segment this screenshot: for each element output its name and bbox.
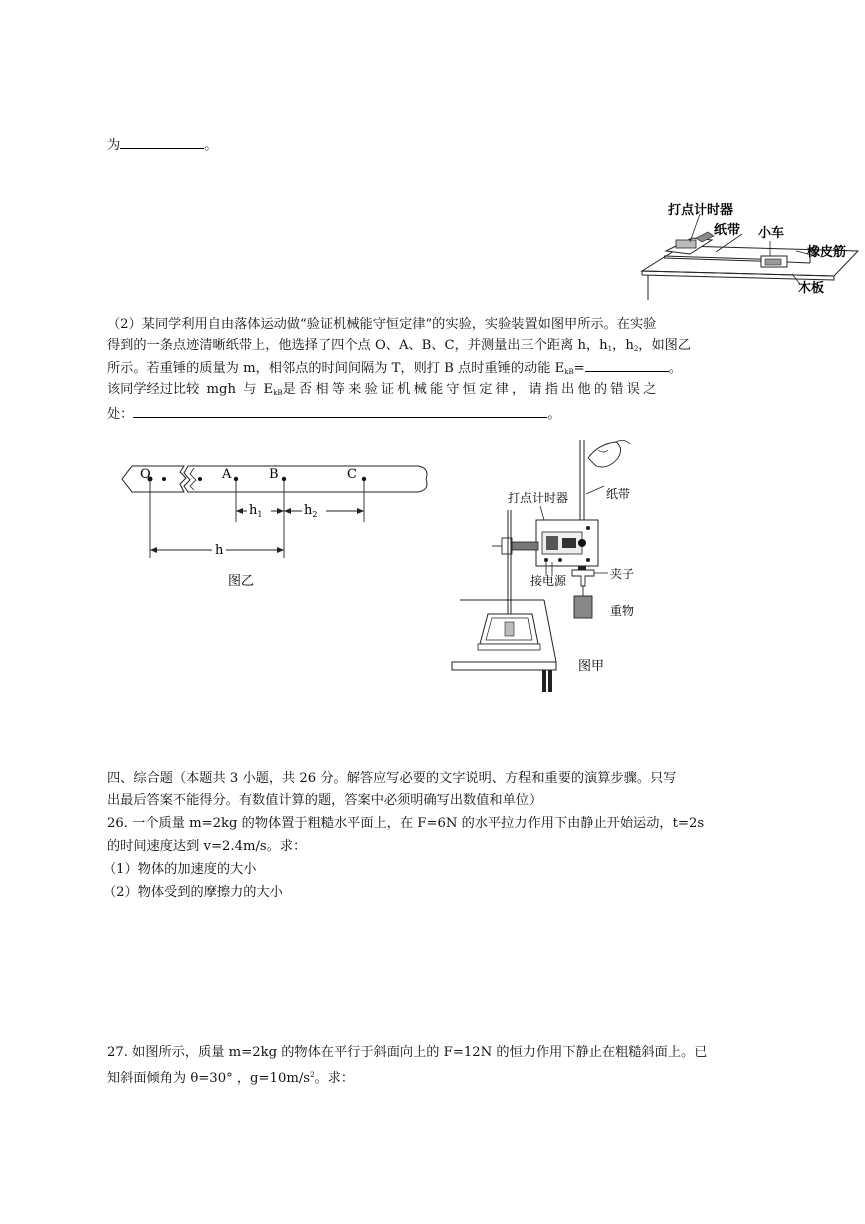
q2-text-2a: 得到的一条点迹清晰纸带上，他选择了四个点 O、A、B、C，并测量出三个距离 h，h <box>107 338 608 353</box>
label-timer: 打点计时器 <box>668 203 734 218</box>
sub-kb-2: kB <box>273 389 283 397</box>
section4-line-2 <box>107 792 542 810</box>
q2-text-4b: 是否相等来验证机械能守恒定律，请指出他的错误之 <box>282 382 660 397</box>
q26-text-1: 26. 一个质量 m=2kg 的物体置于粗糙水平面上，在 F=6N 的水平拉力作用下由静止开始运动，t=2s <box>107 816 705 831</box>
figure-jia-apparatus <box>448 436 668 694</box>
label-clip: 夹子 <box>610 567 635 581</box>
q2-text-5b: 。 <box>547 407 561 422</box>
q2-line-1 <box>107 316 656 334</box>
q2-line-5 <box>107 404 561 424</box>
section4-text-1: 四、综合题（本题共 3 小题，共 26 分。解答应写必要的文字说明、方程和重要的演算步骤。只写 <box>107 771 677 786</box>
caption-jia: 图甲 <box>578 659 605 674</box>
sub-2: 2 <box>633 345 639 353</box>
label-h1-sub: 1 <box>257 510 263 519</box>
label-h2-sub: 2 <box>312 510 318 519</box>
label-o: O <box>140 467 151 482</box>
q2-text-3a: 所示。若重锤的质量为 m，相邻点的时间间隔为 T，则打 B 点时重锤的动能 E <box>107 361 565 376</box>
label-a: A <box>222 467 232 482</box>
answer-blank[interactable] <box>120 135 204 149</box>
q27-text-1: 27. 如图所示，质量 m=2kg 的物体在平行于斜面向上的 F=12N 的恒力作用下静止在粗糙斜面上。已 <box>107 1045 708 1060</box>
q2-line-4 <box>107 381 659 402</box>
label-h1: h <box>249 503 258 518</box>
sup-2: 2 <box>310 1071 315 1079</box>
label-b: B <box>269 467 279 482</box>
label-power: 接电源 <box>530 574 567 588</box>
error-blank[interactable] <box>133 404 547 418</box>
q27-line-2 <box>107 1066 354 1088</box>
q26-item-1 <box>103 861 256 879</box>
label-timer-jia: 打点计时器 <box>508 491 569 505</box>
sub-kb: kB <box>564 368 574 376</box>
label-rubber: 橡皮筋 <box>807 245 847 260</box>
kinetic-energy-blank[interactable] <box>585 358 669 372</box>
label-tape: 纸带 <box>714 223 741 238</box>
q2-text-3b: = <box>573 361 585 376</box>
q2-text-1: （2）某同学利用自由落体运动做“验证机械能守恒定律”的实验，实验装置如图甲所示。在实验 <box>107 317 657 332</box>
label-h2: h <box>304 503 313 518</box>
q27-line-1 <box>107 1044 707 1062</box>
label-weight: 重物 <box>610 604 635 618</box>
section4-line-1 <box>107 770 676 788</box>
prefix-text: 为 <box>107 138 121 153</box>
q2-text-3c: 。 <box>668 361 682 376</box>
q2-line-3 <box>107 358 682 381</box>
q2-text-4a: 该同学经过比较 mgh 与 E <box>107 382 274 397</box>
label-c: C <box>347 467 357 482</box>
q2-text-2b: ，h <box>612 338 634 353</box>
label-cart: 小车 <box>758 226 785 241</box>
q2-text-2c: ，如图乙 <box>638 338 692 353</box>
q2-line-2 <box>107 337 691 358</box>
q26-item-1-text: （1）物体的加速度的大小 <box>103 862 257 877</box>
q26-line-2 <box>107 838 306 856</box>
q27-text-2b: 。求： <box>314 1071 355 1086</box>
label-tape-jia: 纸带 <box>606 487 631 501</box>
q2-text-5a: 处： <box>107 407 134 422</box>
caption-yi: 图乙 <box>228 574 255 589</box>
figure-yi-tape <box>118 458 438 592</box>
label-board: 木板 <box>798 281 825 296</box>
q27-text-2a: 知斜面倾角为 θ=30° ，g=10m/s <box>107 1071 311 1086</box>
q26-item-2-text: （2）物体受到的摩擦力的大小 <box>103 885 283 900</box>
q26-text-2: 的时间速度达到 v=2.4m/s。求： <box>107 839 307 854</box>
label-h: h <box>215 543 224 558</box>
suffix-text: 。 <box>204 138 218 153</box>
q26-item-2 <box>103 884 283 902</box>
q26-line-1 <box>107 815 704 833</box>
answer-line-top <box>107 135 217 155</box>
figure-cart-board <box>634 196 864 308</box>
section4-text-2: 出最后答案不能得分。有数值计算的题，答案中必须明确写出数值和单位） <box>107 793 543 808</box>
sub-1: 1 <box>607 345 613 353</box>
